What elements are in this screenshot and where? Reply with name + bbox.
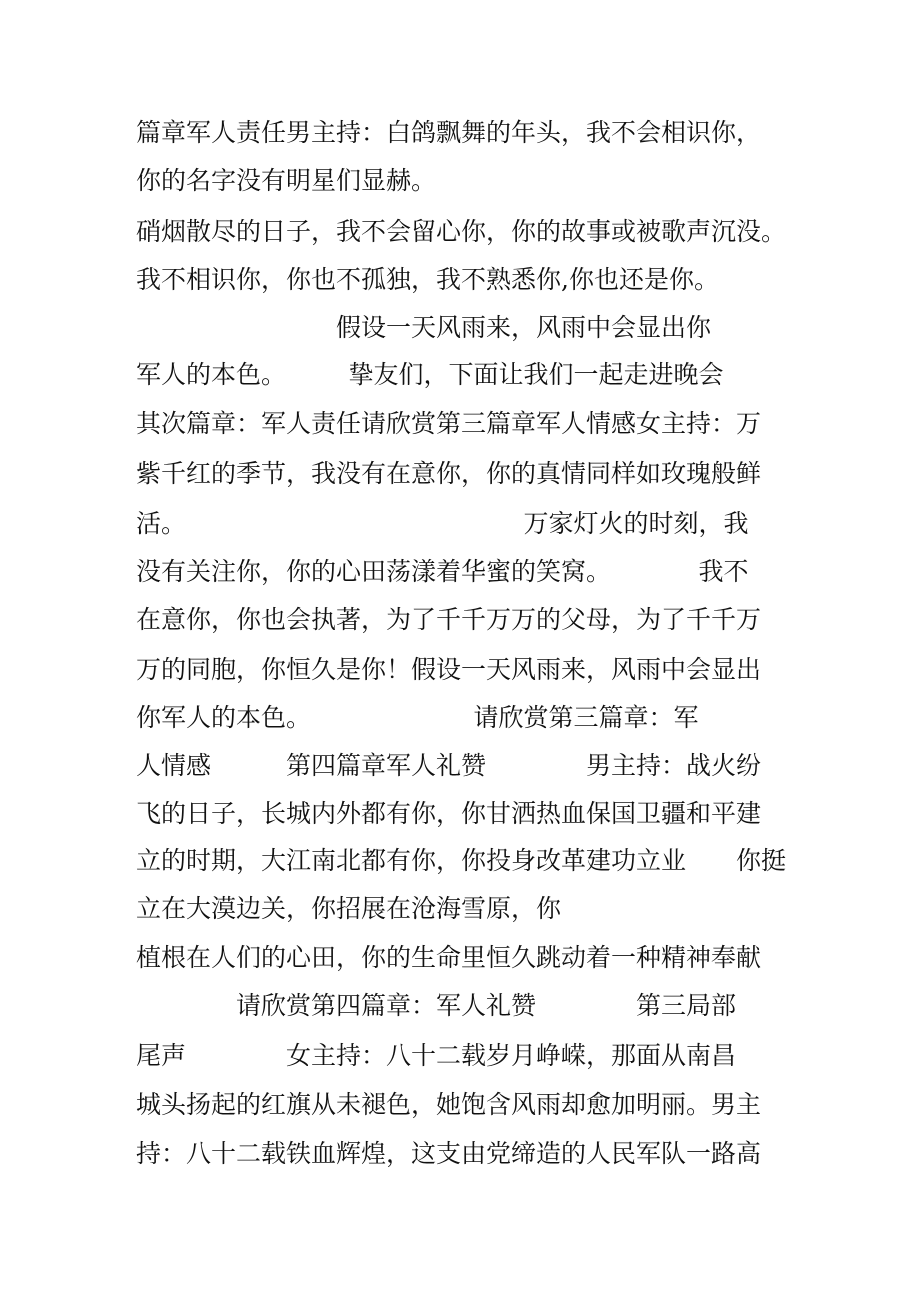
text-line: 请欣赏第四篇章：军人礼赞 第三局部 [136, 991, 737, 1020]
text-line: 万的同胞，你恒久是你！假设一天风雨来，风雨中会显出 [136, 655, 762, 684]
text-line: 立在大漠边关，你招展在沧海雪原，你 [136, 894, 562, 923]
text-line: 篇章军人责任男主持：白鸽飘舞的年头，我不会相识你， [136, 118, 762, 147]
text-line: 其次篇章：军人责任请欣赏第三篇章军人情感女主持：万 [136, 409, 762, 438]
text-line: 你军人的本色。 请欣赏第三篇章：军 [136, 703, 699, 732]
text-line: 假设一天风雨来，风雨中会显出你 [136, 313, 712, 342]
text-line: 人情感 第四篇章军人礼赞 男主持：战火纷 [136, 751, 762, 780]
text-line: 我不相识你，你也不孤独，我不熟悉你,你也还是你。 [136, 265, 719, 294]
text-line: 城头扬起的红旗从未褪色，她饱含风雨却愈加明丽。男主 [136, 1090, 762, 1119]
text-line: 持：八十二载铁血辉煌，这支由党缔造的人民军队一路高 [136, 1139, 762, 1168]
text-line: 立的时期，大江南北都有你，你投身改革建功立业 你挺 [136, 846, 787, 875]
text-line: 飞的日子，长城内外都有你，你甘洒热血保国卫疆和平建 [136, 799, 762, 828]
text-line: 植根在人们的心田，你的生命里恒久跳动着一种精神奉献 [136, 943, 762, 972]
text-line: 没有关注你，你的心田荡漾着华蜜的笑窝。 我不 [136, 557, 749, 586]
text-line: 硝烟散尽的日子，我不会留心你，你的故事或被歌声沉没。 [136, 217, 787, 246]
text-line: 尾声 女主持：八十二载岁月峥嵘，那面从南昌 [136, 1041, 737, 1070]
text-line: 军人的本色。 挚友们，下面让我们一起走进晚会 [136, 360, 724, 389]
text-line: 在意你，你也会执著，为了千千万万的父母，为了千千万 [136, 605, 762, 634]
text-line: 活。 万家灯火的时刻，我 [136, 509, 749, 538]
text-line: 你的名字没有明星们显赫。 [136, 166, 437, 195]
text-line: 紫千红的季节，我没有在意你，你的真情同样如玫瑰般鲜 [136, 459, 762, 488]
